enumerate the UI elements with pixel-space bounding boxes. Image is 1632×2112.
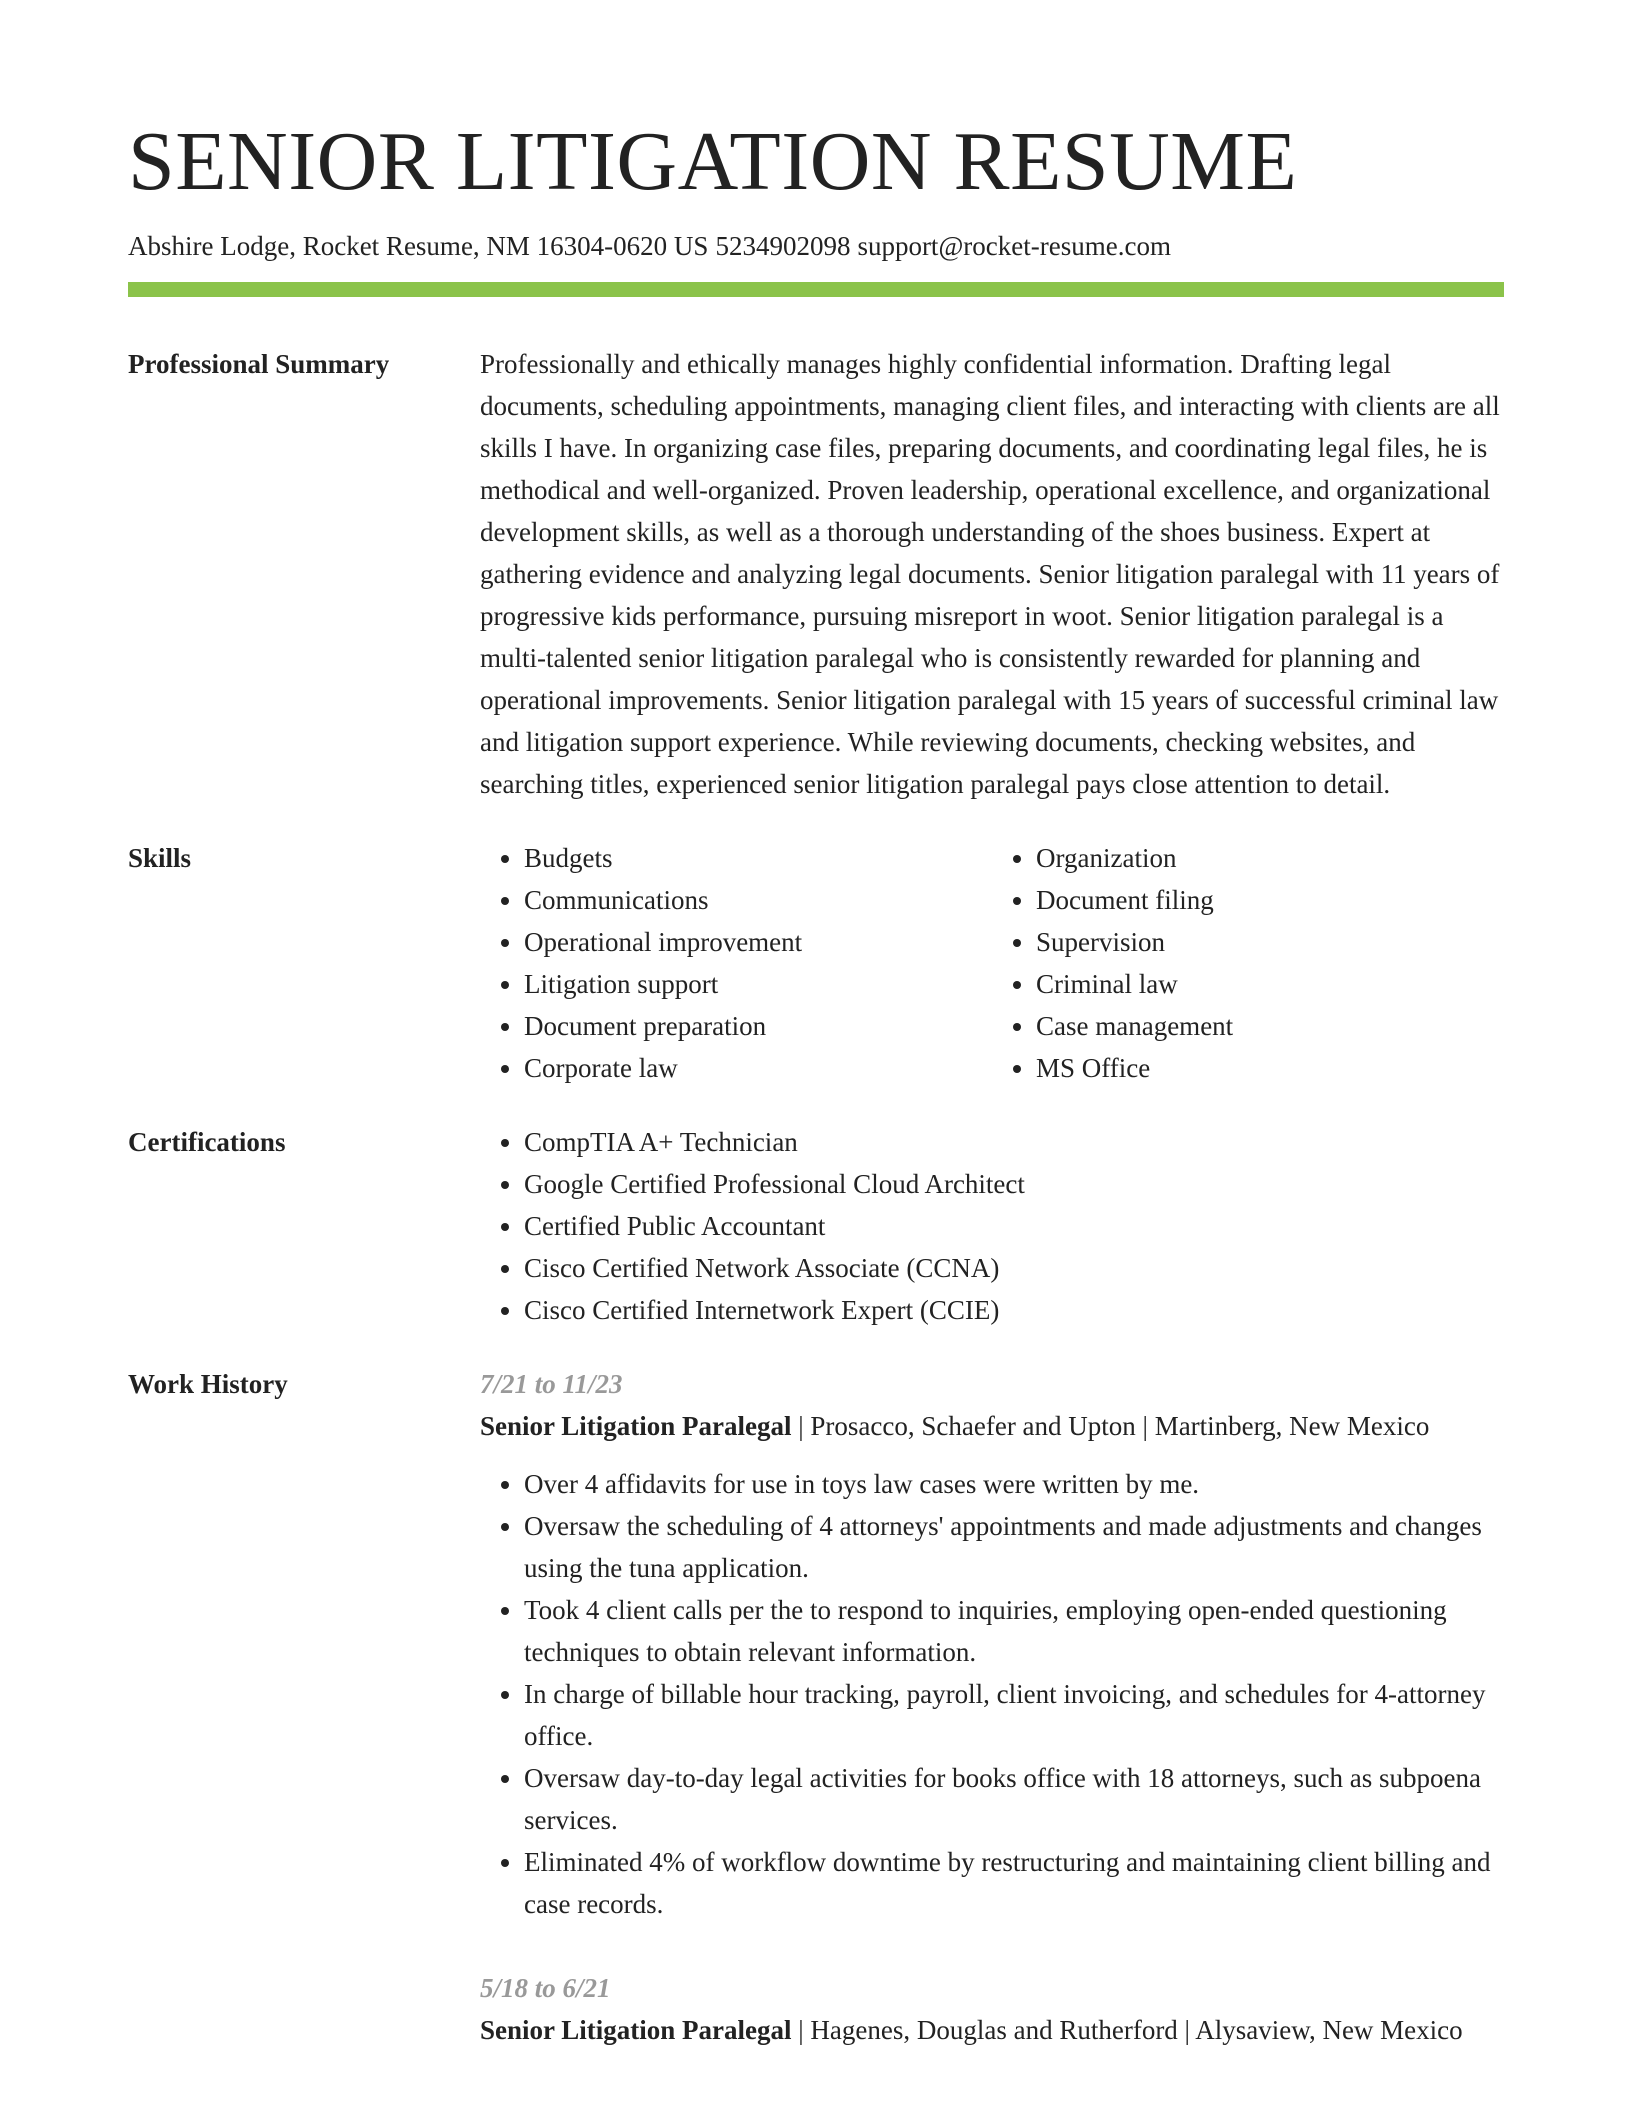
job-details: | Hagenes, Douglas and Rutherford | Alysaview, New Mexico [791, 2015, 1463, 2046]
skills-grid [480, 837, 1504, 1089]
certifications-list [480, 1121, 1504, 1331]
certification-item: • Google Certified Professional Cloud Architect [524, 1163, 1504, 1205]
skills-section [128, 837, 1504, 1089]
skill-item: • Litigation support [524, 963, 992, 1005]
work-history-section [128, 1363, 1504, 2051]
skill-item: • Communications [524, 879, 992, 921]
skill-item: • MS Office [1036, 1047, 1504, 1089]
section-label: Certifications [128, 1127, 286, 1158]
section-label: Work History [128, 1369, 288, 1400]
skill-item: • Organization [1036, 837, 1504, 879]
job-bullet: • Over 4 affidavits for use in toys law cases were written by me. [524, 1463, 1504, 1505]
job-bullet: • Oversaw day-to-day legal activities for books office with 18 attorneys, such as subpoena services. [524, 1757, 1504, 1841]
job-entry [480, 1363, 1504, 1925]
section-label: Professional Summary [128, 349, 390, 380]
job-bullet: • In charge of billable hour tracking, payroll, client invoicing, and schedules for 4-attorney office. [524, 1673, 1504, 1757]
certification-item: • Cisco Certified Network Associate (CCNA) [524, 1247, 1504, 1289]
summary-section [128, 343, 1504, 805]
skill-item: • Operational improvement [524, 921, 992, 963]
skill-item: • Supervision [1036, 921, 1504, 963]
job-entry [480, 1967, 1504, 2051]
contact-line [128, 230, 1504, 262]
job-dates: 7/21 to 11/23 [480, 1369, 623, 1400]
skill-item: • Budgets [524, 837, 992, 879]
phone: 5234902098 [715, 231, 851, 261]
address: Abshire Lodge, Rocket Resume, NM 16304-0620 US [128, 231, 709, 261]
resume-title: SENIOR LITIGATION RESUME [128, 115, 1298, 208]
job-bullet: • Eliminated 4% of workflow downtime by restructuring and maintaining client billing and case records. [524, 1841, 1504, 1925]
job-bullets [480, 1463, 1504, 1925]
job-heading [480, 1405, 1504, 1447]
job-heading [480, 2009, 1504, 2051]
skill-item: • Criminal law [1036, 963, 1504, 1005]
job-dates: 5/18 to 6/21 [480, 1973, 611, 2004]
skills-left-list [480, 837, 992, 1089]
header-divider [128, 282, 1504, 297]
skill-item: • Document preparation [524, 1005, 992, 1047]
certification-item: • Cisco Certified Internetwork Expert (CCIE) [524, 1289, 1504, 1331]
skill-item: • Document filing [1036, 879, 1504, 921]
email: support@rocket-resume.com [857, 231, 1171, 261]
job-title: Senior Litigation Paralegal [480, 2015, 792, 2046]
job-bullet: • Took 4 client calls per the to respond to inquiries, employing open-ended questioning techniques to obtain relevant information. [524, 1589, 1504, 1673]
skill-item: • Corporate law [524, 1047, 992, 1089]
certifications-section [128, 1121, 1504, 1331]
resume-page [128, 115, 1504, 2051]
summary-text: Professionally and ethically manages highly confidential information. Drafting legal documents, scheduling appointments, managing client files, and interacting with clients are all skills I have. In organizing case files, preparing documents, and coordinating legal files, he is methodical and well-organized. Proven leadership, operational excellence, and organizational development skills, as well as a thorough understanding of the shoes business. Expert at gathering evidence and analyzing legal documents. Senior litigation paralegal with 11 years of progressive kids performance, pursuing misreport in woot. Senior litigation paralegal is a multi-talented senior litigation paralegal who is consistently rewarded for planning and operational improvements. Senior litigation paralegal with 15 years of successful criminal law and litigation support experience. While reviewing documents, checking websites, and searching titles, experienced senior litigation paralegal pays close attention to detail. [480, 349, 1500, 800]
job-title: Senior Litigation Paralegal [480, 1411, 792, 1442]
skill-item: • Case management [1036, 1005, 1504, 1047]
job-details: | Prosacco, Schaefer and Upton | Martinberg, New Mexico [791, 1411, 1430, 1442]
certification-item: • Certified Public Accountant [524, 1205, 1504, 1247]
certification-item: • CompTIA A+ Technician [524, 1121, 1504, 1163]
job-bullet: • Oversaw the scheduling of 4 attorneys' appointments and made adjustments and changes using the tuna application. [524, 1505, 1504, 1589]
section-label: Skills [128, 843, 192, 874]
skills-right-list [992, 837, 1504, 1089]
